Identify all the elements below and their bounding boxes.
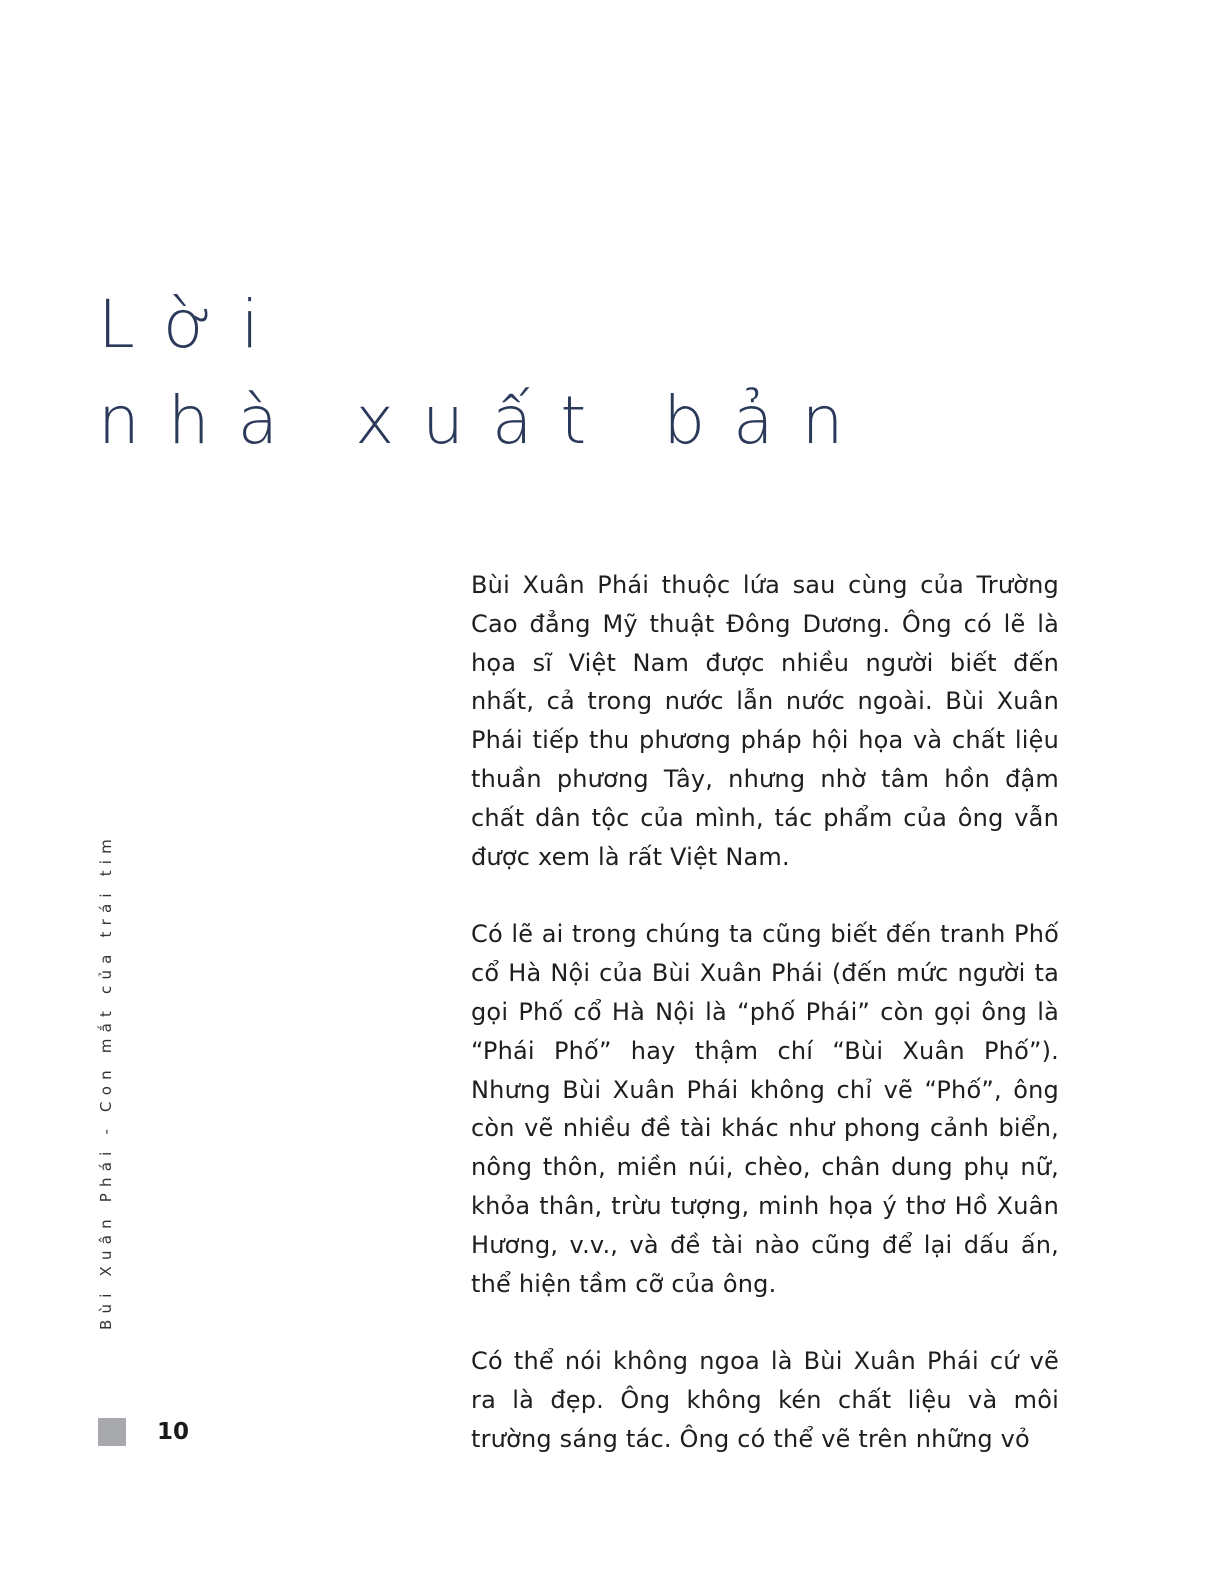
paragraph-2: Có lẽ ai trong chúng ta cũng biết đến tranh Phố cổ Hà Nội của Bùi Xuân Phái (đến mức người ta gọi Phố cổ Hà Nội là “phố Phái” còn gọi ông là “Phái Phố” hay thậm chí “Bùi Xuân Phố”). Nhưng Bùi Xuân Phái không chỉ vẽ “Phố”, ông còn vẽ nhiều đề tài khác như phong cảnh biển, nông thôn, miền núi, chèo, chân dung phụ nữ, khỏa thân, trừu tượng, minh họa ý thơ Hồ Xuân Hương, v.v., và đề tài nào cũng để lại dấu ấn, thể hiện tầm cỡ của ông. xyxy=(471,920,1059,1298)
paragraph-3: Có thể nói không ngoa là Bùi Xuân Phái cứ vẽ ra là đẹp. Ông không kén chất liệu và môi trường sáng tác. Ông có thể vẽ trên những vỏ xyxy=(471,1347,1059,1453)
title-line-1: Lời xyxy=(98,286,288,363)
page-marker-square xyxy=(98,1418,126,1446)
body-text xyxy=(471,566,1059,1498)
title-line-2: nhà xuất bản xyxy=(98,382,872,459)
paragraph-1: Bùi Xuân Phái thuộc lứa sau cùng của Trường Cao đẳng Mỹ thuật Đông Dương. Ông có lẽ là họa sĩ Việt Nam được nhiều người biết đến nhất, cả trong nước lẫn nước ngoài. Bùi Xuân Phái tiếp thu phương pháp hội họa và chất liệu thuần phương Tây, nhưng nhờ tâm hồn đậm chất dân tộc của mình, tác phẩm của ông vẫn được xem là rất Việt Nam. xyxy=(471,571,1059,871)
running-title: Bùi Xuân Phái - Con mắt của trái tim xyxy=(97,833,115,1330)
page-number: 10 xyxy=(157,1419,190,1445)
